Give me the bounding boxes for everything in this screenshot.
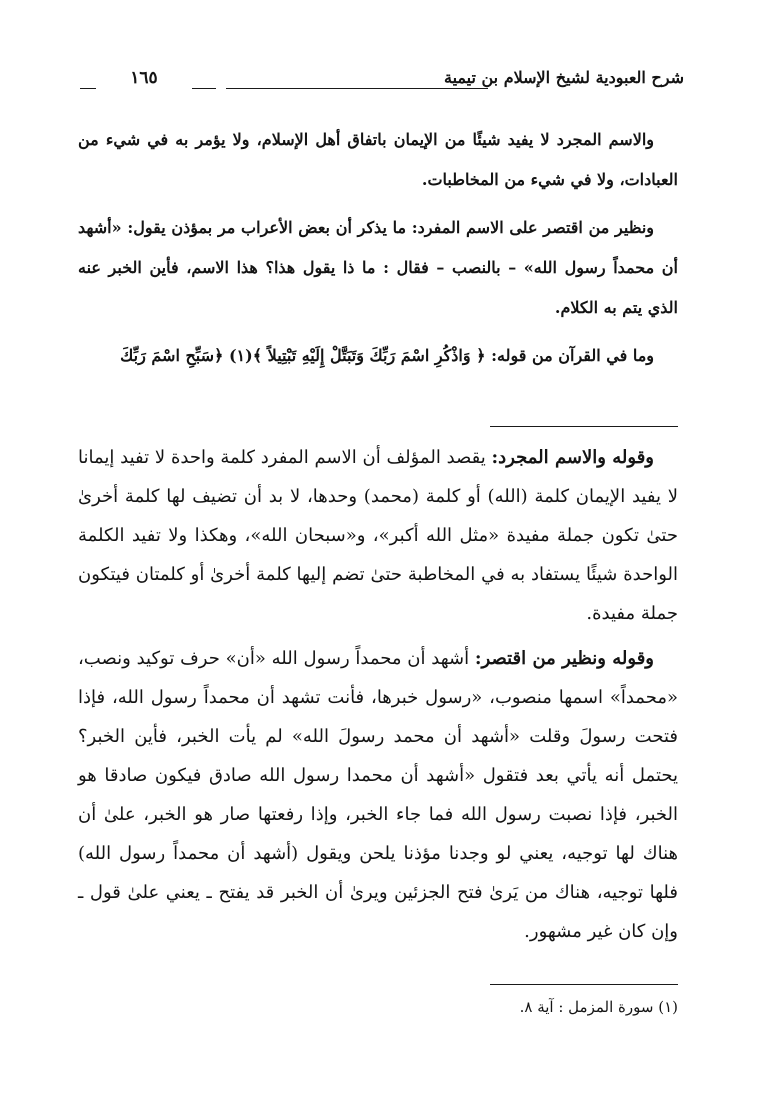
footnote-separator xyxy=(490,984,678,985)
matn-paragraph-3: وما في القرآن من قوله: ﴿ وَاذْكُرِ اسْمَ رَبِّكَ وَتَبَتَّلْ إِلَيْهِ تَبْتِيلاً ﴾(١) ﴿سَبِّحِ اسْمَ رَبِّكَ xyxy=(120,346,654,365)
matn-paragraph-1: والاسم المجرد لا يفيد شيئًا من الإيمان باتفاق أهل الإسلام، ولا يؤمر به في شيء من العبادات، ولا في شيء من المخاطبات. xyxy=(78,130,678,189)
commentary-paragraph-2 xyxy=(78,639,678,951)
commentary-lead-1: وقوله والاسم المجرد: xyxy=(491,447,654,468)
main-text xyxy=(78,120,678,384)
footnote: (١) سورة المزمل : آية ٨. xyxy=(519,998,678,1016)
header-rule xyxy=(226,88,488,89)
running-header xyxy=(80,68,684,102)
header-dash-left xyxy=(80,88,96,89)
header-dash-right xyxy=(192,88,216,89)
commentary-paragraph-1 xyxy=(78,438,678,633)
commentary-body-2: أشهد أن محمداً رسول الله «أن» حرف توكيد ونصب، «محمداً» اسمها منصوب، «رسول خبرها، فأنت تشهد أن محمداً رسول الله، فإذا فتحت رسولَ وقلت «أشهد أن محمد رسولَ الله» لم يأت الخبر، فأين الخبر؟ يحتمل أنه يأتي بعد فتقول «أشهد أن محمدا رسول الله صادق فيكون صادقا هو الخبر، فإذا نصبت رسول الله فما جاء الخبر، وإذا رفعتها صار هو الخبر، علىٰ أن هناك لها توجيه، يعني لو وجدنا مؤذنا يلحن ويقول (أشهد أن محمداً رسول الله) فلها توجيه، هناك من يَرىٰ فتح الجزئين ويرىٰ أن الخبر قد يفتح ـ يعني علىٰ قول ـ وإن كان غير مشهور. xyxy=(78,648,678,942)
commentary-text xyxy=(78,438,678,957)
commentary-lead-2: وقوله ونظير من اقتصر: xyxy=(474,648,654,669)
page-number: ١٦٥ xyxy=(130,68,158,88)
section-separator xyxy=(490,426,678,427)
matn-paragraph-2: ونظير من اقتصر على الاسم المفرد: ما يذكر أن بعض الأعراب مر بمؤذن يقول: «أشهد أن محمداً رسول الله» – بالنصب – فقال : ما ذا يقول هذا؟ هذا الاسم، فأين الخبر عنه الذي يتم به الكلام. xyxy=(78,218,678,317)
book-title: شرح العبودية لشيخ الإسلام بن تيمية xyxy=(443,68,684,87)
commentary-body-1: يقصد المؤلف أن الاسم المفرد كلمة واحدة لا تفيد إيمانا لا يفيد الإيمان كلمة (الله) أو كلمة (محمد) وحدها، لا بد أن تضيف لها كلمة أخرىٰ حتىٰ تكون جملة مفيدة «مثل الله أكبر»، و«سبحان الله»، وهكذا ولا تفيد الكلمة الواحدة شيئًا يستفاد به في المخاطبة حتىٰ تضم إليها كلمة أخرىٰ أو كلمتان فيتكون جملة مفيدة. xyxy=(78,447,678,624)
